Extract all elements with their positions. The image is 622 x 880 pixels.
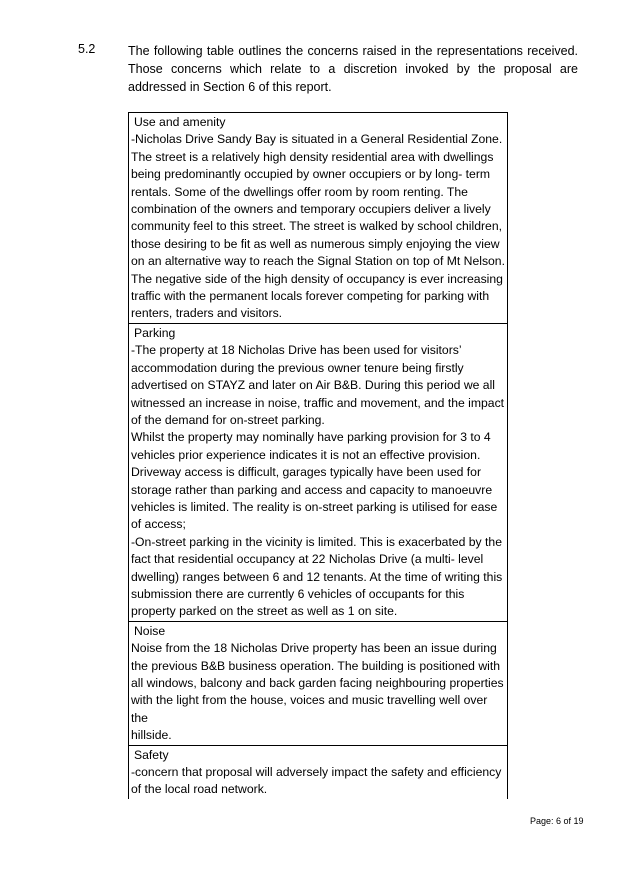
concern-row-use-and-amenity bbox=[129, 113, 508, 324]
concern-line: vehicles prior experience indicates it is not an effective provision. bbox=[131, 447, 481, 462]
concern-line: vehicles is limited. The reality is on-street parking is utilised for ease bbox=[131, 499, 498, 514]
concern-line: fact that residential occupancy at 22 Nicholas Drive (a multi- level bbox=[131, 552, 484, 567]
section-number: 5.2 bbox=[78, 42, 96, 56]
concern-line: rentals. Some of the dwellings offer room by room renting. The bbox=[131, 184, 468, 199]
concern-row-safety bbox=[129, 745, 508, 799]
concern-line: all windows, balcony and back garden facing neighbouring properties bbox=[131, 676, 504, 690]
concern-line: renters, traders and visitors. bbox=[131, 306, 283, 321]
concerns-table bbox=[128, 112, 508, 799]
concern-line: property parked on the street as well as 1 on site. bbox=[131, 604, 398, 619]
concern-line: Noise from the 18 Nicholas Drive property has been an issue during bbox=[131, 641, 497, 656]
concern-line: combination of the owners and temporary occupiers deliver a lively bbox=[131, 202, 491, 217]
table-cell bbox=[129, 745, 508, 799]
concern-line: The street is a relatively high density residential area with dwellings bbox=[131, 149, 494, 164]
concern-line: being predominantly occupied by owner occupiers or by long- term bbox=[131, 167, 491, 182]
concern-line: hillside. bbox=[131, 728, 172, 743]
intro-paragraph: The following table outlines the concerns raised in the representations received. Those concerns which relate to a discretion invoked by the proposal are addressed in Section 6 of this report. bbox=[128, 44, 578, 94]
concern-line: -The property at 18 Nicholas Drive has been used for visitors’ bbox=[131, 343, 462, 358]
concern-line: those desiring to be fit as well as numerous simply enjoying the view bbox=[131, 236, 500, 251]
concern-line: witnessed an increase in noise, traffic and movement, and the impact bbox=[131, 395, 505, 410]
table-cell bbox=[129, 113, 508, 324]
concern-row-parking bbox=[129, 323, 508, 621]
concern-line: -concern that proposal will adversely impact the safety and efficiency bbox=[131, 765, 502, 780]
concern-line: of the local road network. bbox=[131, 782, 268, 797]
concern-line: community feel to this street. The street is walked by school children, bbox=[131, 219, 502, 234]
concern-line: traffic with the permanent locals forever competing for parking with bbox=[131, 289, 490, 304]
table-cell bbox=[129, 323, 508, 621]
page-number-footer: Page: 6 of 19 bbox=[530, 816, 584, 826]
concern-heading: Use and amenity bbox=[134, 115, 226, 129]
concern-line: with the light from the house, voices and music travelling well over the bbox=[131, 693, 488, 725]
concern-line: -On-street parking in the vicinity is limited. This is exacerbated by the bbox=[131, 534, 502, 549]
concern-heading: Safety bbox=[134, 747, 169, 762]
concern-line: Whilst the property may nominally have parking provision for 3 to 4 bbox=[131, 430, 491, 445]
concern-line: advertised on STAYZ and later on Air B&B. During this period we all bbox=[131, 378, 495, 393]
concern-line: the previous B&B business operation. The building is positioned with bbox=[131, 658, 501, 673]
table-cell bbox=[129, 621, 508, 745]
concern-line: of the demand for on-street parking. bbox=[131, 412, 325, 427]
concern-heading: Parking bbox=[134, 325, 176, 340]
concern-heading: Noise bbox=[134, 623, 166, 638]
concern-line: of access; bbox=[131, 517, 186, 532]
concern-line: Driveway access is difficult, garages typically have been used for bbox=[131, 465, 481, 480]
concern-line: dwelling) ranges between 6 and 12 tenants. At the time of writing this bbox=[131, 569, 503, 584]
concern-row-noise bbox=[129, 621, 508, 745]
concern-line: -Nicholas Drive Sandy Bay is situated in a General Residential Zone. bbox=[131, 132, 503, 147]
concern-line: accommodation during the previous owner tenure being firstly bbox=[131, 360, 464, 375]
concern-line: on an alternative way to reach the Signal Station on top of Mt Nelson. bbox=[131, 254, 505, 269]
concern-line: submission there are currently 6 vehicles of occupants for this bbox=[131, 586, 465, 601]
concern-line: The negative side of the high density of occupancy is ever increasing bbox=[131, 271, 503, 286]
concern-line: storage rather than parking and access and capacity to manoeuvre bbox=[131, 482, 493, 497]
